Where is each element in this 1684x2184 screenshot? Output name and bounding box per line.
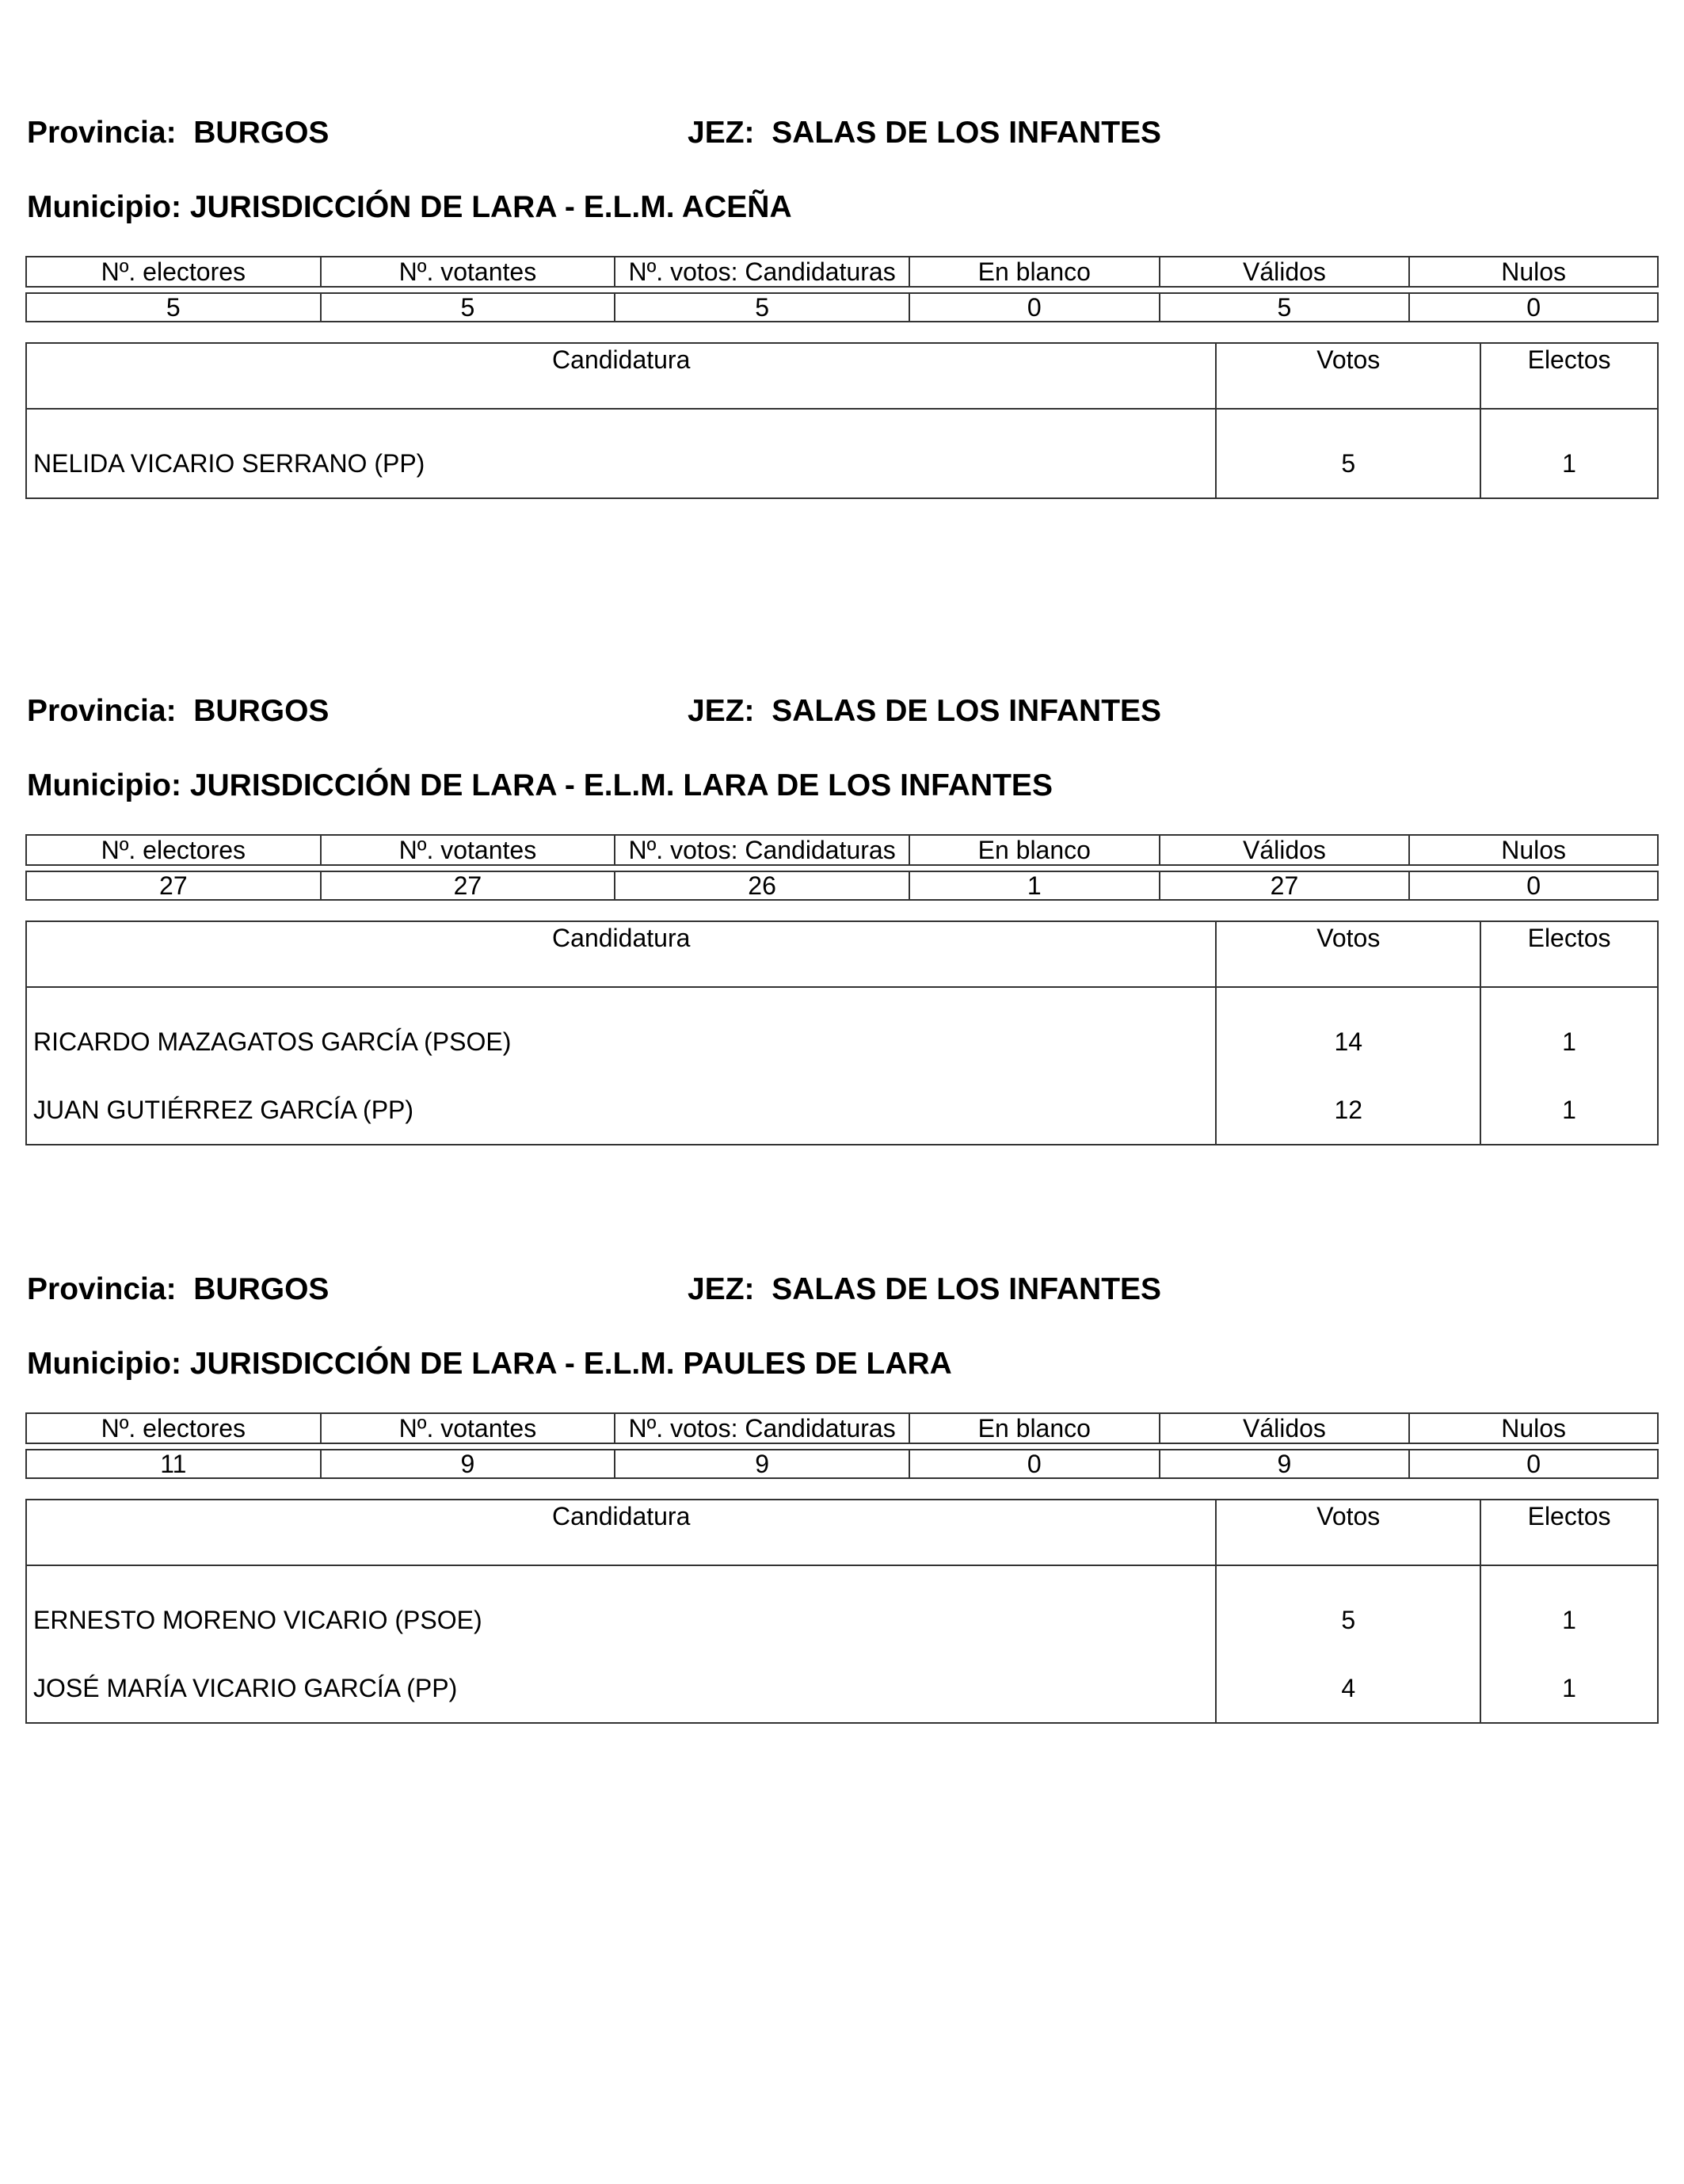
provincia-line (27, 696, 329, 726)
stats-header-cell: Nº. electores (26, 835, 321, 865)
candidates-header-row (26, 1500, 1658, 1565)
stats-header-cell: Nº. votantes (321, 1413, 615, 1443)
stats-gap (26, 287, 1658, 293)
candidate-name: JOSÉ MARÍA VICARIO GARCÍA (PP) (26, 1654, 1216, 1723)
stats-value-cell: 9 (321, 1450, 615, 1478)
candidates-header-cell: Electos (1480, 343, 1658, 409)
stats-header-row (26, 835, 1658, 865)
stats-header-cell: Nº. votantes (321, 835, 615, 865)
stats-value-cell: 9 (1160, 1450, 1410, 1478)
stats-value-cell: 0 (1409, 1450, 1658, 1478)
candidate-row (26, 1565, 1658, 1654)
stats-gap (26, 865, 1658, 871)
municipio-line (27, 192, 792, 223)
stats-gap (26, 1443, 1658, 1450)
jez-value: SALAS DE LOS INFANTES (772, 694, 1162, 728)
jez-label: JEZ: (688, 694, 755, 728)
municipio-label: Municipio: (27, 768, 181, 802)
stats-value-cell: 5 (615, 293, 909, 322)
stats-gap-cell (26, 287, 1658, 293)
stats-value-row (26, 1450, 1658, 1478)
candidates-header-cell: Electos (1480, 921, 1658, 987)
provincia-value: BURGOS (193, 116, 330, 150)
candidate-row (26, 1076, 1658, 1145)
stats-header-cell: Válidos (1160, 1413, 1410, 1443)
candidates-header-cell: Votos (1216, 1500, 1480, 1565)
stats-header-cell: Nº. electores (26, 257, 321, 287)
municipio-value: JURISDICCIÓN DE LARA - E.L.M. LARA DE LOS INFANTES (189, 768, 1053, 802)
stats-table (25, 1412, 1659, 1479)
stats-value-cell: 5 (321, 293, 615, 322)
candidates-header-cell: Candidatura (26, 1500, 1216, 1565)
stats-header-cell: Válidos (1160, 257, 1410, 287)
municipio-line (27, 770, 1053, 801)
stats-value-cell: 5 (26, 293, 321, 322)
stats-value-cell: 27 (1160, 871, 1410, 900)
stats-header-cell: Válidos (1160, 835, 1410, 865)
stats-header-cell: Nº. votantes (321, 257, 615, 287)
candidates-table (25, 342, 1659, 499)
candidates-header-cell: Candidatura (26, 343, 1216, 409)
stats-header-cell: En blanco (909, 835, 1160, 865)
stats-value-cell: 0 (909, 293, 1160, 322)
municipio-value: JURISDICCIÓN DE LARA - E.L.M. ACEÑA (189, 190, 792, 224)
stats-header-cell: Nº. votos: Candidaturas (615, 835, 909, 865)
stats-header-cell: Nulos (1409, 257, 1658, 287)
candidate-votos: 14 (1216, 987, 1480, 1076)
jez-label: JEZ: (688, 1272, 755, 1306)
provincia-value: BURGOS (193, 694, 330, 728)
stats-value-cell: 11 (26, 1450, 321, 1478)
candidate-row (26, 409, 1658, 498)
stats-header-cell: Nº. electores (26, 1413, 321, 1443)
candidate-votos: 4 (1216, 1654, 1480, 1723)
candidate-row (26, 1654, 1658, 1723)
stats-value-row (26, 293, 1658, 322)
stats-header-row (26, 257, 1658, 287)
stats-table (25, 256, 1659, 322)
candidate-row (26, 987, 1658, 1076)
stats-header-cell: Nº. votos: Candidaturas (615, 257, 909, 287)
municipio-value: JURISDICCIÓN DE LARA - E.L.M. PAULES DE LARA (189, 1347, 952, 1381)
stats-header-cell: En blanco (909, 1413, 1160, 1443)
candidate-electos: 1 (1480, 1076, 1658, 1145)
candidates-header-cell: Candidatura (26, 921, 1216, 987)
stats-gap-cell (26, 1443, 1658, 1450)
candidate-electos: 1 (1480, 1565, 1658, 1654)
stats-table (25, 834, 1659, 901)
provincia-label: Provincia: (27, 694, 177, 728)
stats-value-cell: 0 (909, 1450, 1160, 1478)
stats-value-cell: 1 (909, 871, 1160, 900)
provincia-line (27, 117, 329, 148)
stats-value-cell: 26 (615, 871, 909, 900)
provincia-label: Provincia: (27, 1272, 177, 1306)
candidates-header-cell: Electos (1480, 1500, 1658, 1565)
candidates-header-row (26, 921, 1658, 987)
candidate-name: ERNESTO MORENO VICARIO (PSOE) (26, 1565, 1216, 1654)
stats-header-row (26, 1413, 1658, 1443)
candidate-name: NELIDA VICARIO SERRANO (PP) (26, 409, 1216, 498)
stats-value-cell: 27 (26, 871, 321, 900)
candidate-name: RICARDO MAZAGATOS GARCÍA (PSOE) (26, 987, 1216, 1076)
provincia-label: Provincia: (27, 116, 177, 150)
jez-value: SALAS DE LOS INFANTES (772, 116, 1162, 150)
stats-header-cell: Nulos (1409, 835, 1658, 865)
jez-line (688, 696, 1161, 726)
jez-line (688, 1274, 1161, 1305)
stats-header-cell: En blanco (909, 257, 1160, 287)
stats-value-cell: 27 (321, 871, 615, 900)
stats-header-cell: Nº. votos: Candidaturas (615, 1413, 909, 1443)
stats-value-cell: 0 (1409, 871, 1658, 900)
jez-value: SALAS DE LOS INFANTES (772, 1272, 1162, 1306)
jez-label: JEZ: (688, 116, 755, 150)
candidate-name: JUAN GUTIÉRREZ GARCÍA (PP) (26, 1076, 1216, 1145)
municipio-label: Municipio: (27, 1347, 181, 1381)
provincia-line (27, 1274, 329, 1305)
stats-value-cell: 0 (1409, 293, 1658, 322)
candidates-table (25, 1499, 1659, 1724)
candidate-votos: 12 (1216, 1076, 1480, 1145)
candidates-header-cell: Votos (1216, 921, 1480, 987)
candidates-header-cell: Votos (1216, 343, 1480, 409)
jez-line (688, 117, 1161, 148)
provincia-value: BURGOS (193, 1272, 330, 1306)
candidate-electos: 1 (1480, 409, 1658, 498)
stats-gap-cell (26, 865, 1658, 871)
candidates-table (25, 920, 1659, 1145)
stats-value-cell: 9 (615, 1450, 909, 1478)
municipio-line (27, 1348, 952, 1379)
candidate-votos: 5 (1216, 1565, 1480, 1654)
stats-value-row (26, 871, 1658, 900)
candidate-electos: 1 (1480, 987, 1658, 1076)
candidate-electos: 1 (1480, 1654, 1658, 1723)
candidate-votos: 5 (1216, 409, 1480, 498)
municipio-label: Municipio: (27, 190, 181, 224)
stats-header-cell: Nulos (1409, 1413, 1658, 1443)
stats-value-cell: 5 (1160, 293, 1410, 322)
candidates-header-row (26, 343, 1658, 409)
